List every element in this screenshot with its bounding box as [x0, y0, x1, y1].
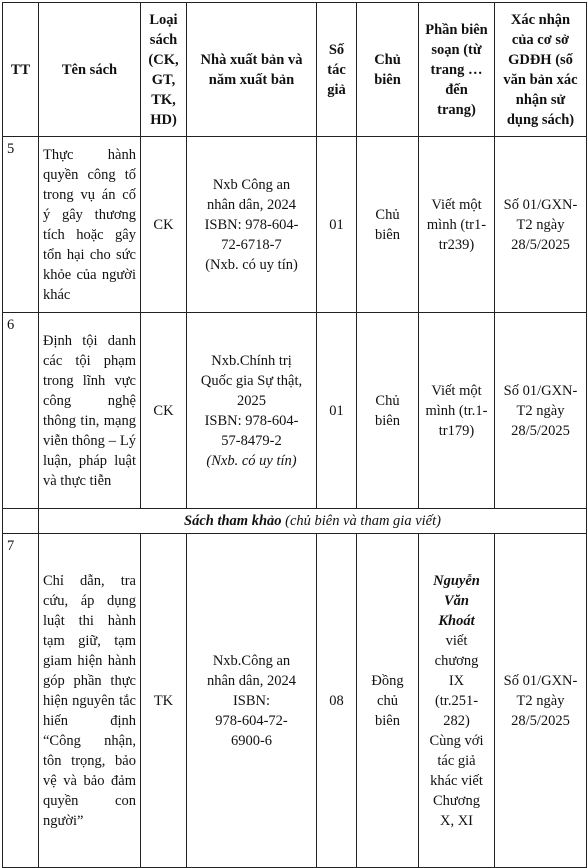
book-type: TK — [141, 534, 187, 868]
row-number: 5 — [3, 137, 39, 313]
header-ten-sach: Tên sách — [39, 3, 141, 137]
publisher: Nxb.Chính trị Quốc gia Sự thật, 2025 ISBN: 978-604- 57-8479-2 (Nxb. có uy tín) — [187, 313, 317, 509]
table-row — [3, 313, 587, 509]
section-row — [3, 509, 587, 534]
publisher: Nxb Công an nhân dân, 2024 ISBN: 978-604- 72-6718-7 (Nxb. có uy tín) — [187, 137, 317, 313]
table-row — [3, 534, 587, 868]
author-count: 08 — [317, 534, 357, 868]
chief-editor: Chủ biên — [357, 137, 419, 313]
section-heading — [39, 509, 587, 534]
row-number: 6 — [3, 313, 39, 509]
authored-part: Nguyễn Văn Khoát viết chương IX (tr.251- 282) Cùng với tác giả khác viết Chương X, XI — [419, 534, 495, 868]
confirmation: Số 01/GXN- T2 ngày 28/5/2025 — [495, 313, 587, 509]
publisher: Nxb.Công an nhân dân, 2024 ISBN: 978-604-72- 6900-6 — [187, 534, 317, 868]
header-row — [3, 3, 587, 137]
confirmation: Số 01/GXN- T2 ngày 28/5/2025 — [495, 534, 587, 868]
book-type: CK — [141, 137, 187, 313]
author-name: Nguyễn — [433, 572, 480, 589]
header-tt: TT — [3, 3, 39, 137]
chief-editor: Đồng chủ biên — [357, 534, 419, 868]
author-count: 01 — [317, 313, 357, 509]
section-note: (chủ biên và tham gia viết) — [285, 513, 441, 529]
authored-part: Viết một mình (tr.1- tr179) — [419, 313, 495, 509]
author-count: 01 — [317, 137, 357, 313]
header-chu-bien: Chủ biên — [357, 3, 419, 137]
chief-editor: Chủ biên — [357, 313, 419, 509]
confirmation: Số 01/GXN- T2 ngày 28/5/2025 — [495, 137, 587, 313]
header-loai-sach: Loại sách (CK, GT, TK, HD) — [141, 3, 187, 137]
header-phan-bien-soan: Phần biên soạn (từ trang … đến trang) — [419, 3, 495, 137]
header-so-tac-gia: Số tác giả — [317, 3, 357, 137]
section-title: Sách tham khảo — [184, 513, 282, 529]
header-xac-nhan: Xác nhận của cơ sở GDĐH (số văn bản xác nhận sử dụng sách) — [495, 3, 587, 137]
section-spacer — [3, 509, 39, 534]
header-nxb: Nhà xuất bản và năm xuất bản — [187, 3, 317, 137]
book-title: Định tội danh các tội phạm trong lĩnh vực công nghệ thông tin, mạng viễn thông – Lý luận, pháp luật và thực tiễn — [39, 313, 141, 509]
book-table — [2, 2, 587, 868]
authored-part: Viết một mình (tr1- tr239) — [419, 137, 495, 313]
book-type: CK — [141, 313, 187, 509]
row-number: 7 — [3, 534, 39, 868]
table-row — [3, 137, 587, 313]
book-title: Thực hành quyền công tố trong vụ án cố ý gây thương tích hoặc gây tổn hại cho sức khỏe của người khác — [39, 137, 141, 313]
book-title: Chỉ dẫn, tra cứu, áp dụng luật thi hành tạm giữ, tạm giam hiện hành góp phần thực hiện nguyên tắc hiến định “Công nhận, tôn trọng, bảo vệ và bảo đảm quyền con người” — [39, 534, 141, 868]
